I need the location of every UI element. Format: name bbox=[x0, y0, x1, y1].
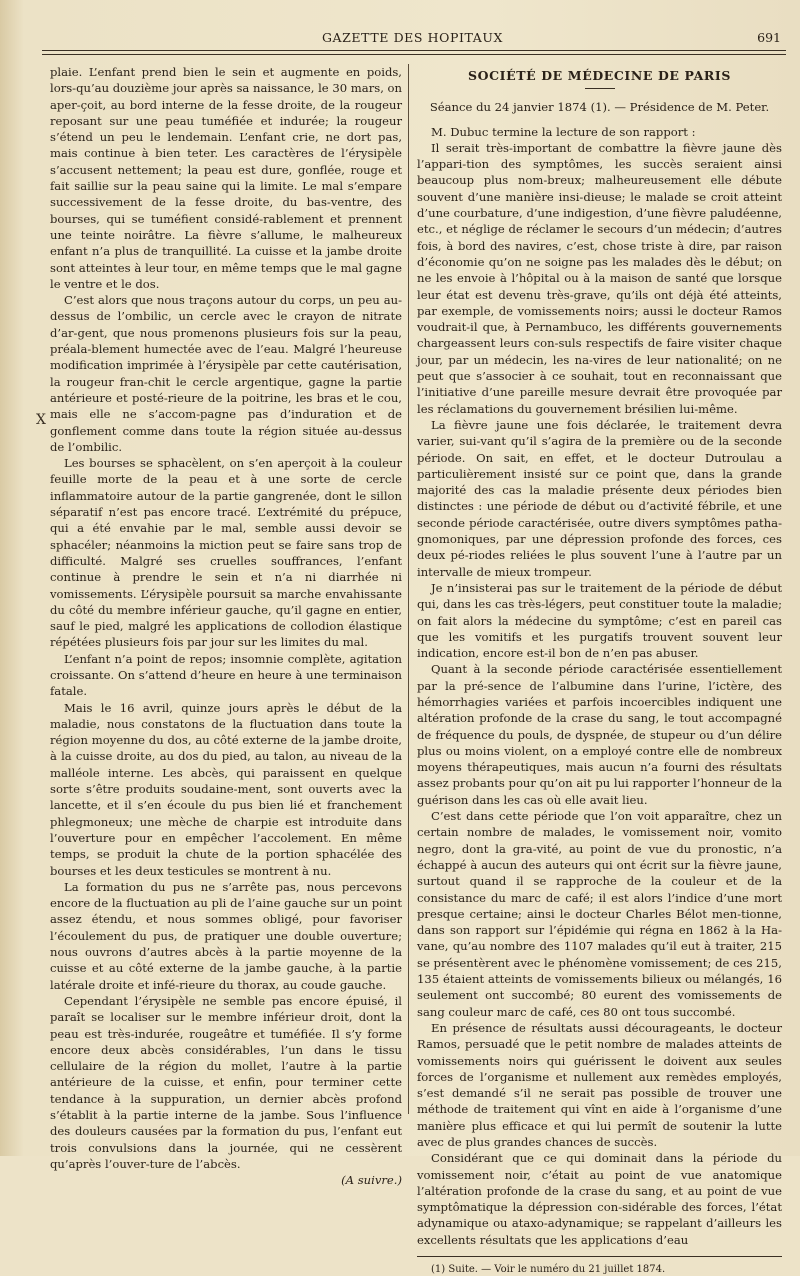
right-column bbox=[417, 64, 782, 1276]
report-paragraph: La fièvre jaune une fois déclarée, le traitement devra varier, sui-vant qu’il s’agira de la première ou de la seconde période. On sait, en effet, et le docteur Dutroulau a particulièrement insisté sur ce point que, dans la grande majorité des cas la maladie présente deux périodes bien distinctes : une période de début ou d’activité fébrile, et une seconde période caractérisée, outre divers symptômes patha-gnomoniques, par une dépression profonde des forces, ces deux pé-riodes reliées le plus souvent l’une à l’autre par un intervalle de mieux trompeur. bbox=[417, 417, 782, 579]
page-header bbox=[40, 28, 785, 48]
article-paragraph: Mais le 16 avril, quinze jours après le début de la maladie, nous constatons de la fluctuation dans toute la région moyenne du dos, au côté externe de la jambe droite, à la cuisse droite, au dos du pied, au talon, au niveau de la malléole interne. Les abcès, qui paraissent en quelque sorte s’être produits soudaine-ment, sont ouverts avec la lancette, et il s’en écoule du pus bien lié et franchement phlegmoneux; une mèche de charpie est introduite dans l’ouverture pour en empêcher l’accolement. En même temps, se produit la chute de la portion sphacélée des bourses et les deux testicules se montrent à nu. bbox=[50, 700, 402, 878]
left-column bbox=[50, 64, 402, 1188]
report-paragraph: Considérant que ce qui dominait dans la période du vomissement noir, c’était au point de vue anatomique l’altération profonde de la crase du sang, et au point de vue symptômatique la dépression con-sidérable des forces, l’état adynamique ou ataxo-adynamique; se rappelant d’ailleurs les excellents résultats que les applications d’eau bbox=[417, 1151, 782, 1247]
report-paragraph: Je n’insisterai pas sur le traitement de la période de début qui, dans les cas très-légers, peut constituer toute la maladie; on fait alors la médecine du symptôme; c’est en pareil cas que les vomitifs et les purgatifs trouvent souvent leur indication, encore est-il bon de n’en pas abuser. bbox=[417, 580, 782, 661]
header-rule bbox=[42, 50, 786, 51]
article-paragraph: C’est alors que nous traçons autour du corps, un peu au-dessus de l’ombilic, un cercle avec le crayon de nitrate d’ar-gent, que nous promenons plusieurs fois sur la peau, préala-blement humectée avec de l’eau. Malgré l’heureuse modification imprimée à l’érysipèle par cette cautérisation, la rougeur fran-chit le cercle argentique, gagne la partie antérieure et posté-rieure de la poitrine, les bras et le cou, mais elle ne s’accom-pagne pas d’induration et de gonflement comme dans toute la région située au-dessus de l’ombilic. bbox=[50, 293, 402, 454]
journal-title: GAZETTE DES HOPITAUX bbox=[321, 30, 504, 45]
footnote: (1) Suite. — Voir le numéro du 21 juillet 1874. bbox=[431, 1264, 666, 1276]
session-line: Séance du 24 janvier 1874 (1). — Présidence de M. Peter. bbox=[429, 100, 770, 115]
report-paragraph: Quant à la seconde période caractérisée essentiellement par la pré-sence de l’albumine dans l’urine, l’ictère, des hémorrhagies variées et parfois incoercibles indiquent une altération profonde de la crase du sang, le tout accompagné de fréquence du pouls, de dyspnée, de stupeur ou d’un délire plus ou moins violent, on a employé contre elle de nombreux moyens thérapeutiques, mais aucun n’a fourni des résultats assez probants pour qu’on ait pu lui rapporter l’honneur de la guérison dans les cas où elle avait lieu. bbox=[417, 662, 782, 807]
report-paragraph: Il serait très-important de combattre la fièvre jaune dès l’appari-tion des symptômes, les succès seraient ainsi beaucoup plus nom-breux; malheureusement elle débute souvent d’une manière insi-dieuse; le malade se croit atteint d’une courbature, d’une indigestion, d’une fièvre paludéenne, etc., et néglige de réclamer le secours d’un médecin; d’autres fois, à bord des navires, c’est, chose triste à dire, par raison d’économie qu’on ne soigne pas les malades dès le début; on ne les envoie à l’hôpital ou à la maison de santé que lorsque leur état est devenu très-grave, qu’ils ont déjà été atteints, par exemple, de vomissements noirs; aussi le docteur Ramos voudrait-il que, à Pernambuco, les différents gouvernements chargeassent leurs con-suls respectifs de faire visiter chaque jour, par un médecin, les na-vires de leur nationalité; on ne peut que s’associer à ce souhait, tout en reconnaissant que l’initiative d’une pareille mesure devrait être provoquée par les réclamations du gouvernement brésilien lui-même. bbox=[417, 140, 782, 416]
footnote-rule bbox=[417, 1256, 782, 1257]
article-paragraph: Les bourses se sphacèlent, on s’en aperçoit à la couleur feuille morte de la peau et à une sorte de cercle inflammatoire autour de la partie gangrenée, dont le sillon séparatif n’est pas encore tracé. L’extrémité du prépuce, qui a été envahie par le mal, semble aussi devoir se sphacéler; néanmoins la miction peut se faire sans trop de difficulté. Malgré ses cruelles souffrances, l’enfant continue à prendre le sein et n’a ni diarrhée ni vomissements. L’érysipèle poursuit sa marche envahissante du côté du membre inférieur gauche, qu’il gagne en entier, sauf le pied, malgré les applications de collodion élastique répétées plusieurs fois par jour sur les limites du mal. bbox=[50, 456, 402, 650]
header-rule-thin bbox=[42, 54, 786, 55]
report-paragraph: En présence de résultats aussi décourageants, le docteur Ramos, persuadé que le petit nombre de malades atteints de vomissements noirs qui guérissent le doivent aux seules forces de l’organisme et nullement aux remèdes employés, s’est demandé s’il ne serait pas possible de trouver une méthode de traitement qui vînt en aide à l’organisme d’une manière plus efficace et qui lui permît de soutenir la lutte avec de plus grandes chances de succès. bbox=[417, 1020, 782, 1149]
column-divider bbox=[408, 64, 409, 1114]
to-be-continued: (A suivre.) bbox=[341, 1173, 402, 1188]
handwritten-margin-mark: X bbox=[36, 412, 46, 428]
article-paragraph: plaie. L’enfant prend bien le sein et augmente en poids, lors-qu’au douzième jour après sa naissance, le 30 mars, on aper-çoit, au bord interne de la fesse droite, de la rougeur reposant sur une peau tuméfiée et indurée; la rougeur s’étend un peu le lendemain. L’enfant crie, ne dort pas, mais continue à bien teter. Les caractères de l’érysipèle s’accusent nettement; la peau est dure, gonflée, rouge et fait saillie sur la peau saine qui la limite. Le mal s’empare successivement de la fesse droite, du bas-ventre, des bourses, qui se tuméfient considé-rablement et prennent une teinte noirâtre. La fièvre s’allume, le malheureux enfant n’a plus de tranquillité. La cuisse et la jambe droite sont atteintes à leur tour, en même temps que le mal gagne le ventre et le dos. bbox=[50, 65, 403, 291]
article-paragraph: La formation du pus ne s’arrête pas, nous percevons encore de la fluctuation au pli de l’aine gauche sur un point assez étendu, et nous sommes obligé, pour favoriser l’écoulement du pus, de pratiquer une double ouverture; nous ouvrons d’autres abcès à la partie moyenne de la cuisse et au côté externe de la jambe gauche, à la partie latérale droite et infé-rieure du thorax, au coude gauche. bbox=[50, 879, 402, 992]
report-paragraph: M. Dubuc termine la lecture de son rapport : bbox=[431, 124, 696, 139]
report-paragraph: C’est dans cette période que l’on voit apparaître, chez un certain nombre de malades, le vomissement noir, vomito negro, dont la gra-vité, au point de vue du pronostic, n’a échappé à aucun des auteurs qui ont écrit sur la fièvre jaune, surtout quand il se rapproche de la couleur et de la consistance du marc de café; il est alors l’indice d’une mort presque certaine; ainsi le docteur Charles Bélot men-tionne, dans son rapport sur l’épidémie qui régna en 1862 à la Ha-vane, qu’au nombre des 1107 malades qu’il eut à traiter, 215 se présentèrent avec le phénomène vomissement; de ces 215, 135 étaient atteints de vomissements bilieux ou mélangés, 16 seulement ont succombé; 80 eurent des vomissements de sang couleur marc de café, ces 80 ont tous succombé. bbox=[417, 809, 782, 1019]
page-number: 691 bbox=[757, 30, 781, 45]
article-paragraph: Cependant l’érysipèle ne semble pas encore épuisé, il paraît se localiser sur le membre inférieur droit, dont la peau est très-indurée, rougeâtre et tuméfiée. Il s’y forme encore deux abcès considérables, l’un dans le tissu cellulaire de la région du mollet, l’autre à la partie antérieure de la cuisse, et enfin, pour terminer cette tendance à la suppuration, un dernier abcès profond s’établit à la partie interne de la jambe. Sous l’influence des douleurs causées par la formation du pus, l’enfant eut trois convulsions dans la journée, qui ne cessèrent qu’après l’ouver-ture de l’abcès. bbox=[50, 993, 402, 1171]
heading-rule bbox=[585, 88, 615, 89]
article-paragraph: L’enfant n’a point de repos; insomnie complète, agitation croissante. On s’attend d’heure en heure à une terminaison fatale. bbox=[50, 651, 402, 699]
society-heading: SOCIÉTÉ DE MÉDECINE DE PARIS bbox=[468, 68, 731, 83]
